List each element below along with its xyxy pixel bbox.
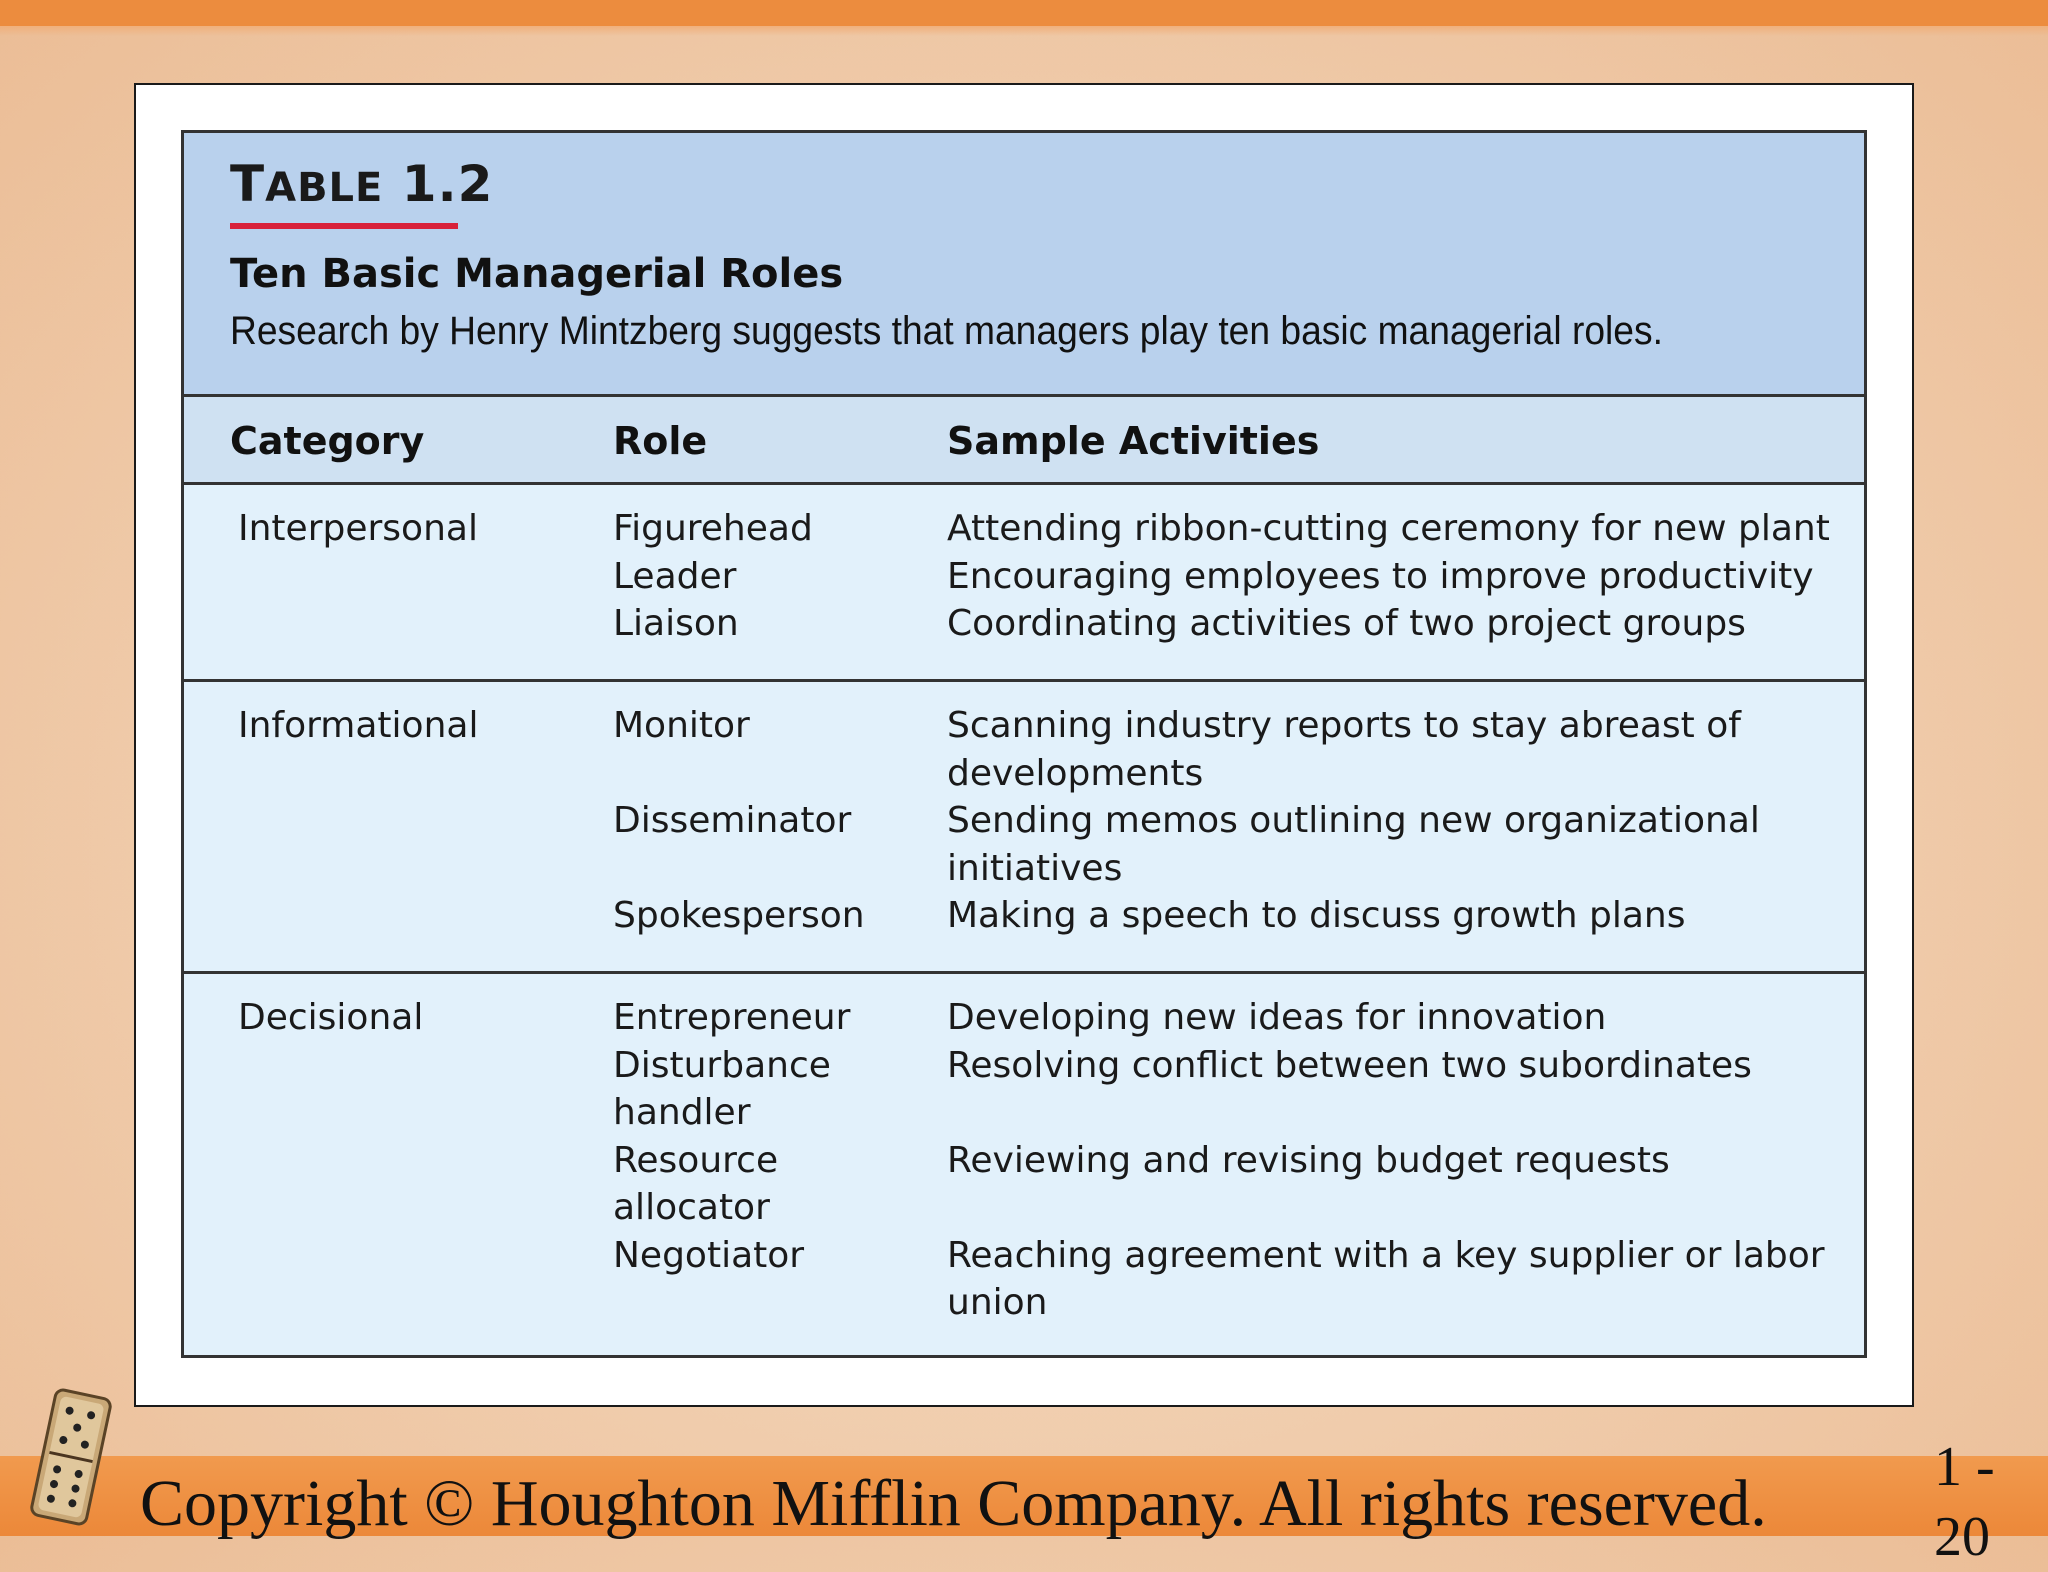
- category-cell: Interpersonal: [238, 508, 478, 549]
- activity-cell: Encouraging employees to improve productivity: [947, 555, 1814, 597]
- page-number: 1 - 20: [1934, 1436, 1995, 1568]
- managerial-roles-table: [181, 130, 1867, 1358]
- activity-cell: Coordinating activities of two project groups: [947, 603, 1746, 644]
- role-cell: Leader: [613, 555, 737, 597]
- role-cell: Figurehead: [613, 508, 813, 549]
- top-accent-bar: [0, 0, 2048, 26]
- role-cell: Disturbance handler: [613, 1044, 831, 1133]
- column-header-role: Role: [613, 419, 708, 463]
- activity-cell: Attending ribbon-cutting ceremony for new plant: [947, 508, 1830, 549]
- role-cell: Monitor: [613, 705, 750, 746]
- column-header-sample-activities: Sample Activities: [947, 419, 1320, 463]
- table-label-initial: T: [230, 155, 266, 213]
- table-label-number: 1.2: [383, 155, 494, 213]
- activity-cell: Reviewing and revising budget requests: [947, 1139, 1670, 1181]
- column-header-row: [184, 397, 1864, 485]
- copyright-footer: Copyright © Houghton Mifflin Company. All rights reserved.: [140, 1467, 1767, 1540]
- role-cell: Negotiator: [613, 1234, 805, 1276]
- activity-cell: Reaching agreement with a key supplier or labor union: [947, 1234, 1825, 1323]
- role-cell: Liaison: [613, 603, 739, 644]
- activity-cell: Developing new ideas for innovation: [947, 997, 1607, 1038]
- role-cell: Spokesperson: [613, 895, 865, 936]
- table-image-frame: [134, 83, 1914, 1407]
- table-subtitle: Research by Henry Mintzberg suggests that managers play ten basic managerial roles.: [230, 309, 1663, 353]
- top-accent-fade: [0, 26, 2048, 36]
- table-header-panel: [184, 133, 1864, 397]
- activity-cell: Scanning industry reports to stay abreast of developments: [947, 705, 1741, 794]
- activity-cell: Sending memos outlining new organizational initiatives: [947, 800, 1760, 889]
- table-group-interpersonal: [184, 485, 1864, 682]
- category-cell: Informational: [238, 705, 479, 746]
- role-cell: Disseminator: [613, 800, 852, 841]
- category-cell: Decisional: [238, 997, 424, 1038]
- table-label-underline: [230, 223, 458, 229]
- table-group-informational: [184, 682, 1864, 974]
- activity-cell: Resolving conflict between two subordinates: [947, 1044, 1752, 1086]
- table-label-smallcaps: ABLE: [265, 165, 384, 211]
- column-header-category: Category: [230, 419, 425, 463]
- role-cell: Resource allocator: [613, 1139, 779, 1228]
- table-group-decisional: [184, 974, 1864, 1355]
- table-title: Ten Basic Managerial Roles: [230, 251, 844, 297]
- table-number-label: [230, 155, 493, 213]
- role-cell: Entrepreneur: [613, 997, 851, 1038]
- activity-cell: Making a speech to discuss growth plans: [947, 895, 1686, 936]
